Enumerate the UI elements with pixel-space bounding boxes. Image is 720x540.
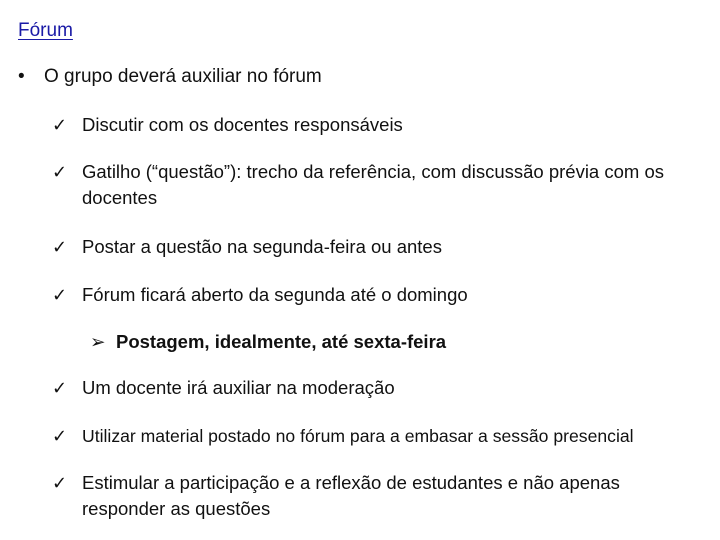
check-icon: ✓ [52, 426, 68, 446]
arrow-icon: ➢ [90, 331, 106, 352]
main-bullet-text: O grupo deverá auxiliar no fórum [44, 66, 322, 87]
check-item [52, 112, 712, 138]
check-icon: ✓ [52, 378, 68, 398]
check-icon: ✓ [52, 162, 68, 182]
check-icon: ✓ [52, 473, 68, 493]
check-item [52, 234, 712, 260]
main-bullet [18, 66, 322, 88]
check-item [52, 375, 712, 401]
check-item [52, 423, 720, 449]
check-item [52, 282, 712, 308]
sub-item [90, 329, 446, 355]
check-item-text: Fórum ficará aberto da segunda até o domingo [82, 284, 468, 305]
check-item-text: Estimular a participação e a reflexão de estudantes e não apenas responder as questões [82, 472, 620, 519]
slide-title[interactable]: Fórum [18, 20, 73, 41]
check-icon: ✓ [52, 237, 68, 257]
check-item-text: Utilizar material postado no fórum para a embasar a sessão presencial [82, 426, 634, 446]
check-item-text: Um docente irá auxiliar na moderação [82, 377, 395, 398]
check-icon: ✓ [52, 285, 68, 305]
check-item-text: Postar a questão na segunda-feira ou antes [82, 236, 442, 257]
check-item-text: Discutir com os docentes responsáveis [82, 114, 403, 135]
sub-item-text: Postagem, idealmente, até sexta-feira [116, 331, 447, 352]
check-item [52, 159, 702, 211]
check-icon: ✓ [52, 115, 68, 135]
check-item-text: Gatilho (“questão”): trecho da referência, com discussão prévia com os docentes [82, 161, 664, 208]
bullet-marker: • [18, 66, 25, 87]
check-item [52, 470, 692, 522]
